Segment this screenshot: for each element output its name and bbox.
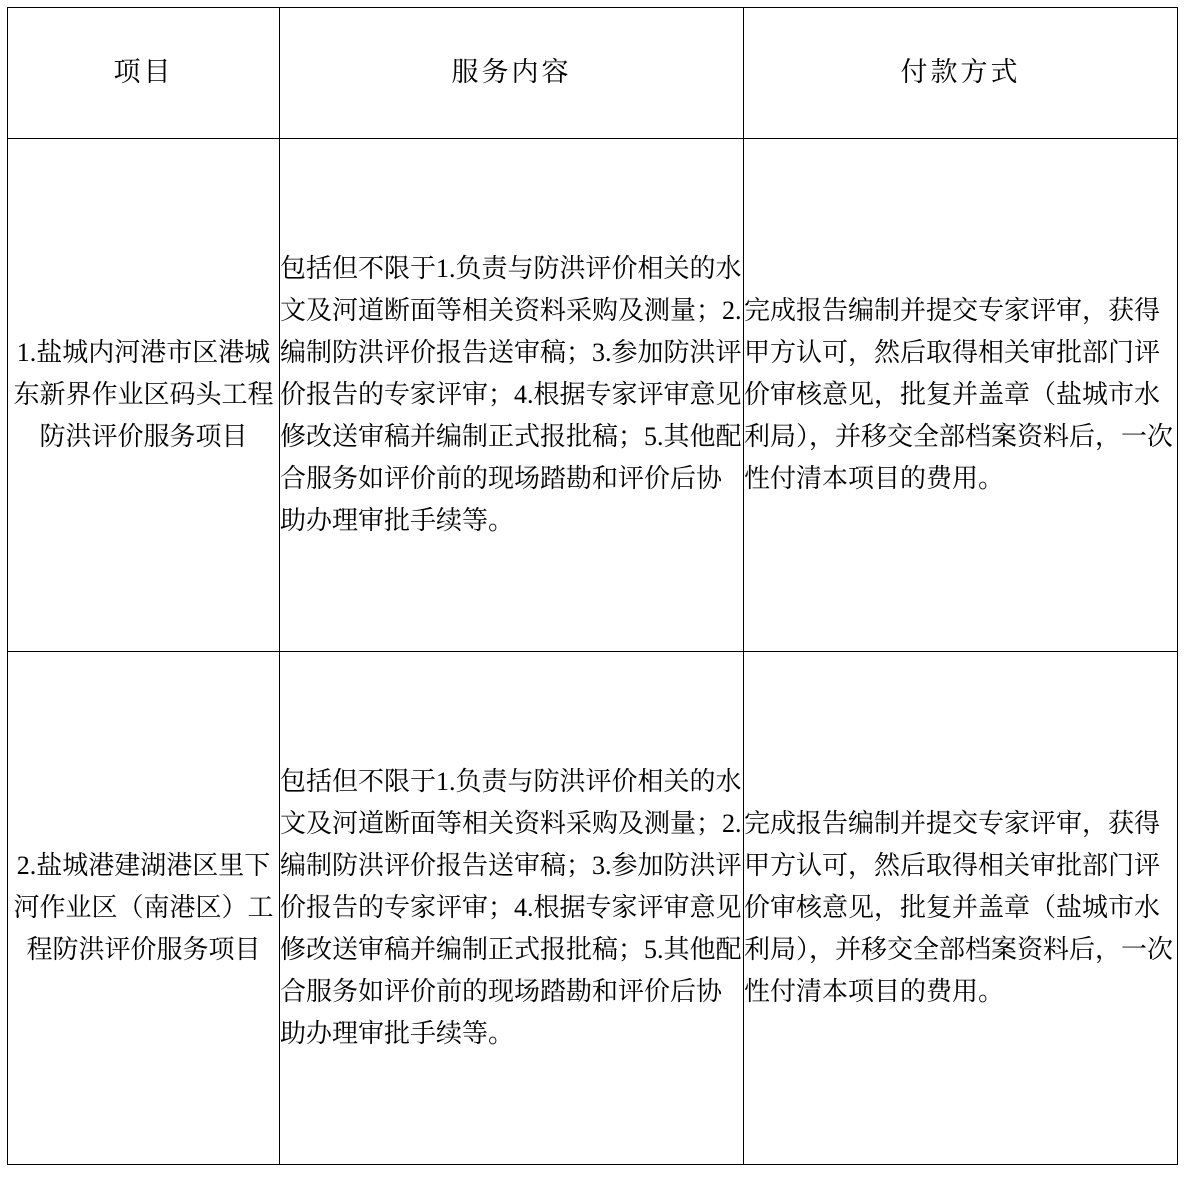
- column-header-payment-method: [744, 8, 1178, 139]
- service-payment-table: [7, 7, 1178, 1165]
- project-text: 2.盐城港建湖港区里下河作业区（南港区）工程防洪评价服务项目: [13, 850, 274, 965]
- payment-method-text: 完成报告编制并提交专家评审，获得甲方认可，然后取得相关审批部门评价审核意见，批复并盖章（盐城市水利局），并移交全部档案资料后，一次性付清本项目的费用。: [744, 295, 1174, 494]
- cell-payment-method: [744, 139, 1178, 652]
- column-header-payment-method-label: 付款方式: [900, 57, 1021, 88]
- cell-project: [8, 139, 280, 652]
- column-header-project-label: 项目: [113, 57, 174, 88]
- column-header-project: [8, 8, 280, 139]
- cell-project: [8, 652, 280, 1165]
- service-content-text: 包括但不限于1.负责与防洪评价相关的水文及河道断面等相关资料采购及测量；2.编制防洪评价报告送审稿；3.参加防洪评价报告的专家评审；4.根据专家评审意见修改送审稿并编制正式报批稿；5.其他配合服务如评价前的现场踏勘和评价后协助办理审批手续等。: [280, 766, 742, 1049]
- column-header-service-content: [280, 8, 744, 139]
- table-row: [8, 652, 1178, 1165]
- column-header-service-content-label: 服务内容: [451, 57, 572, 88]
- table-row: [8, 139, 1178, 652]
- payment-method-text: 完成报告编制并提交专家评审，获得甲方认可，然后取得相关审批部门评价审核意见，批复并盖章（盐城市水利局），并移交全部档案资料后，一次性付清本项目的费用。: [744, 808, 1174, 1007]
- cell-service-content: [280, 652, 744, 1165]
- cell-service-content: [280, 139, 744, 652]
- table-header-row: [8, 8, 1178, 139]
- project-text: 1.盐城内河港市区港城东新界作业区码头工程防洪评价服务项目: [13, 337, 274, 452]
- cell-payment-method: [744, 652, 1178, 1165]
- service-content-text: 包括但不限于1.负责与防洪评价相关的水文及河道断面等相关资料采购及测量；2.编制防洪评价报告送审稿；3.参加防洪评价报告的专家评审；4.根据专家评审意见修改送审稿并编制正式报批稿；5.其他配合服务如评价前的现场踏勘和评价后协助办理审批手续等。: [280, 253, 742, 536]
